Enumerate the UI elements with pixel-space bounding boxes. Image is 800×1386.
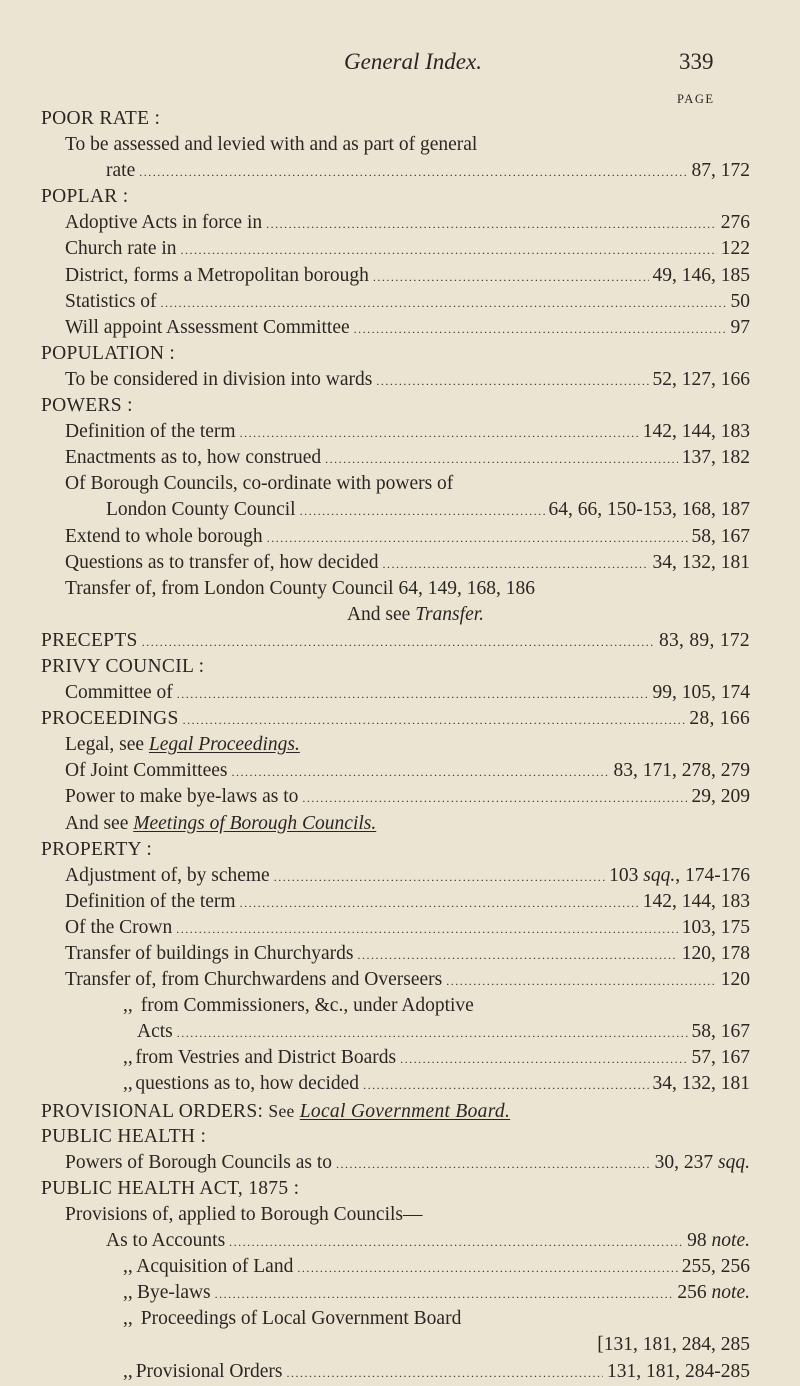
ditto-mark: ,, bbox=[123, 1308, 133, 1330]
index-entry: Church rate in ..... 122 bbox=[41, 236, 750, 262]
index-entry: ,, from Commissioners, &c., under Adoptive bbox=[41, 993, 750, 1019]
index-cross-reference: And see Transfer. bbox=[346, 603, 485, 625]
ditto-mark: ,, bbox=[123, 1073, 133, 1095]
index-entry: Of Joint Committees ..... 83, 171, 278, 279 bbox=[41, 758, 750, 784]
index-entry: ,, from Vestries and District Boards ..... 57, 167 bbox=[41, 1045, 750, 1071]
index-entry: Adjustment of, by scheme ..... 103 sqq., 174-176 bbox=[41, 863, 750, 889]
index-heading: PUBLIC HEALTH : bbox=[41, 1125, 207, 1147]
index-entry: Questions as to transfer of, how decided ..... 34, 132, 181 bbox=[41, 550, 750, 576]
index-heading: POOR RATE : bbox=[41, 108, 161, 129]
ditto-mark: ,, bbox=[123, 1256, 133, 1278]
index-cross-reference: And see Meetings of Borough Councils. bbox=[65, 812, 377, 834]
index-cross-reference: Legal, see Legal Proceedings. bbox=[65, 734, 300, 756]
index-entry-continuation: [131, 181, 284, 285 bbox=[597, 1334, 750, 1356]
index-entry: ,, Bye-laws ..... 256 note. bbox=[41, 1280, 750, 1306]
running-title: General Index. bbox=[344, 49, 482, 74]
ditto-mark: ,, bbox=[123, 1360, 133, 1382]
index-entry: Definition of the term ..... 142, 144, 183 bbox=[41, 889, 750, 915]
ditto-mark: ,, bbox=[123, 995, 133, 1017]
index-entry: rate ..... 87, 172 bbox=[41, 158, 750, 184]
index-entry: To be assessed and levied with and as part of general bbox=[65, 134, 478, 156]
page-column-label: PAGE bbox=[677, 92, 715, 106]
index-heading: POPLAR : bbox=[41, 186, 129, 208]
index-list bbox=[41, 106, 750, 1385]
index-entry: To be considered in division into wards ..... 52, 127, 166 bbox=[41, 367, 750, 393]
index-entry: As to Accounts ..... 98 note. bbox=[41, 1228, 750, 1254]
index-entry: ,, Proceedings of Local Government Board bbox=[41, 1306, 750, 1332]
index-entry: Acts ..... 58, 167 bbox=[41, 1019, 750, 1045]
index-heading: PUBLIC HEALTH ACT, 1875 : bbox=[41, 1177, 300, 1199]
index-entry: Of Borough Councils, co-ordinate with powers of bbox=[65, 473, 454, 495]
index-entry: Transfer of buildings in Churchyards ..... 120, 178 bbox=[41, 941, 750, 967]
index-heading: PROVISIONAL ORDERS: See Local Government Board. bbox=[41, 1100, 511, 1122]
ditto-mark: ,, bbox=[123, 1047, 133, 1069]
index-entry: Power to make bye-laws as to ..... 29, 209 bbox=[41, 784, 750, 810]
index-heading: PROCEEDINGS ..... 28, 166 bbox=[41, 706, 750, 732]
index-entry: ,, Provisional Orders ..... 131, 181, 284-285 bbox=[41, 1359, 750, 1385]
index-entry: Extend to whole borough ..... 58, 167 bbox=[41, 524, 750, 550]
index-entry: ,, questions as to, how decided ..... 34, 132, 181 bbox=[41, 1071, 750, 1097]
index-entry: Will appoint Assessment Committee ..... 97 bbox=[41, 315, 750, 341]
index-entry: London County Council ..... 64, 66, 150-153, 168, 187 bbox=[41, 497, 750, 523]
index-entry: Statistics of ..... 50 bbox=[41, 289, 750, 315]
index-heading: PRIVY COUNCIL : bbox=[41, 655, 205, 677]
index-heading: POPULATION : bbox=[41, 342, 176, 364]
index-entry: Committee of ..... 99, 105, 174 bbox=[41, 680, 750, 706]
index-entry: Transfer of, from London County Council 64, 149, 168, 186 bbox=[65, 577, 535, 599]
index-entry: District, forms a Metropolitan borough ..... 49, 146, 185 bbox=[41, 263, 750, 289]
index-entry: Powers of Borough Councils as to ..... 30, 237 sqq. bbox=[41, 1150, 750, 1176]
ditto-mark: ,, bbox=[123, 1282, 133, 1304]
index-entry: Of the Crown ..... 103, 175 bbox=[41, 915, 750, 941]
index-entry: ,, Acquisition of Land ..... 255, 256 bbox=[41, 1254, 750, 1280]
index-heading: POWERS : bbox=[41, 395, 133, 417]
index-entry: Enactments as to, how construed ..... 137, 182 bbox=[41, 445, 750, 471]
index-entry: Adoptive Acts in force in ..... 276 bbox=[41, 210, 750, 236]
index-entry: Definition of the term ..... 142, 144, 183 bbox=[41, 419, 750, 445]
page-number: 339 bbox=[679, 49, 714, 74]
index-entry: Provisions of, applied to Borough Councils— bbox=[65, 1203, 423, 1225]
index-heading: PRECEPTS ..... 83, 89, 172 bbox=[41, 628, 750, 654]
index-heading: PROPERTY : bbox=[41, 838, 153, 860]
index-entry: Transfer of, from Churchwardens and Overseers ..... 120 bbox=[41, 967, 750, 993]
